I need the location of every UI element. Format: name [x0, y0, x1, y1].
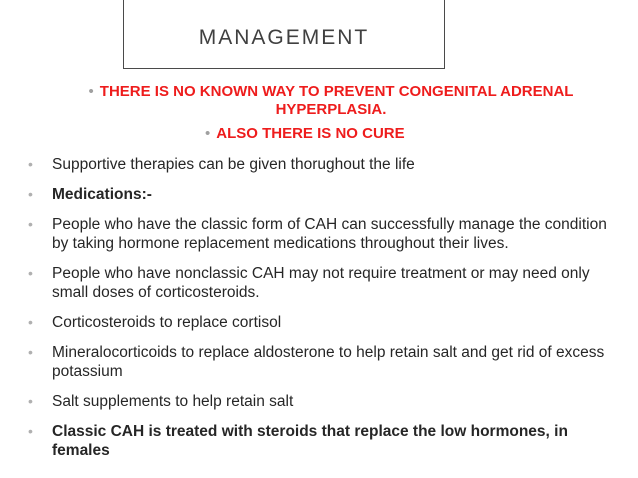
list-item: [28, 422, 608, 460]
red-statement-2-text: ALSO THERE IS NO CURE: [216, 125, 405, 142]
list-item: [28, 185, 608, 204]
bullet-icon: •: [205, 125, 211, 142]
list-item: [28, 155, 608, 174]
list-item-text: Supportive therapies can be given thorughout the life: [52, 156, 415, 173]
list-item-text: Corticosteroids to replace cortisol: [52, 314, 282, 331]
bullet-icon: •: [88, 83, 94, 100]
bullet-icon: •: [28, 265, 33, 281]
list-item-text: People who have nonclassic CAH may not require treatment or may need only small doses of corticosteroids.: [52, 265, 590, 301]
list-item-text: People who have the classic form of CAH can successfully manage the condition by taking hormone replacement medications throughout their lives.: [52, 216, 607, 252]
bullet-list: [28, 155, 608, 471]
list-item: [28, 264, 608, 302]
bullet-icon: •: [28, 344, 33, 360]
slide-title: MANAGEMENT: [198, 26, 370, 49]
bullet-icon: •: [28, 186, 33, 202]
red-statement-1-text: THERE IS NO KNOWN WAY TO PREVENT CONGENITAL ADRENAL HYPERPLASIA.: [99, 83, 574, 118]
list-item-text: Salt supplements to help retain salt: [52, 393, 294, 410]
title-box: [123, 0, 445, 69]
red-statement-2: [205, 125, 405, 143]
bullet-icon: •: [28, 314, 33, 330]
list-item: [28, 313, 608, 332]
list-item: [28, 215, 608, 253]
list-item-text: Medications:-: [52, 186, 152, 203]
bullet-icon: •: [28, 423, 33, 439]
bullet-icon: •: [28, 216, 33, 232]
red-statement-1: [66, 83, 596, 119]
list-item: [28, 343, 608, 381]
list-item: [28, 392, 608, 411]
bullet-icon: •: [28, 393, 33, 409]
list-item-text: Mineralocorticoids to replace aldosterone to help retain salt and get rid of excess potassium: [52, 344, 605, 380]
bullet-icon: •: [28, 156, 33, 172]
list-item-text: Classic CAH is treated with steroids that replace the low hormones, in females: [52, 423, 568, 459]
